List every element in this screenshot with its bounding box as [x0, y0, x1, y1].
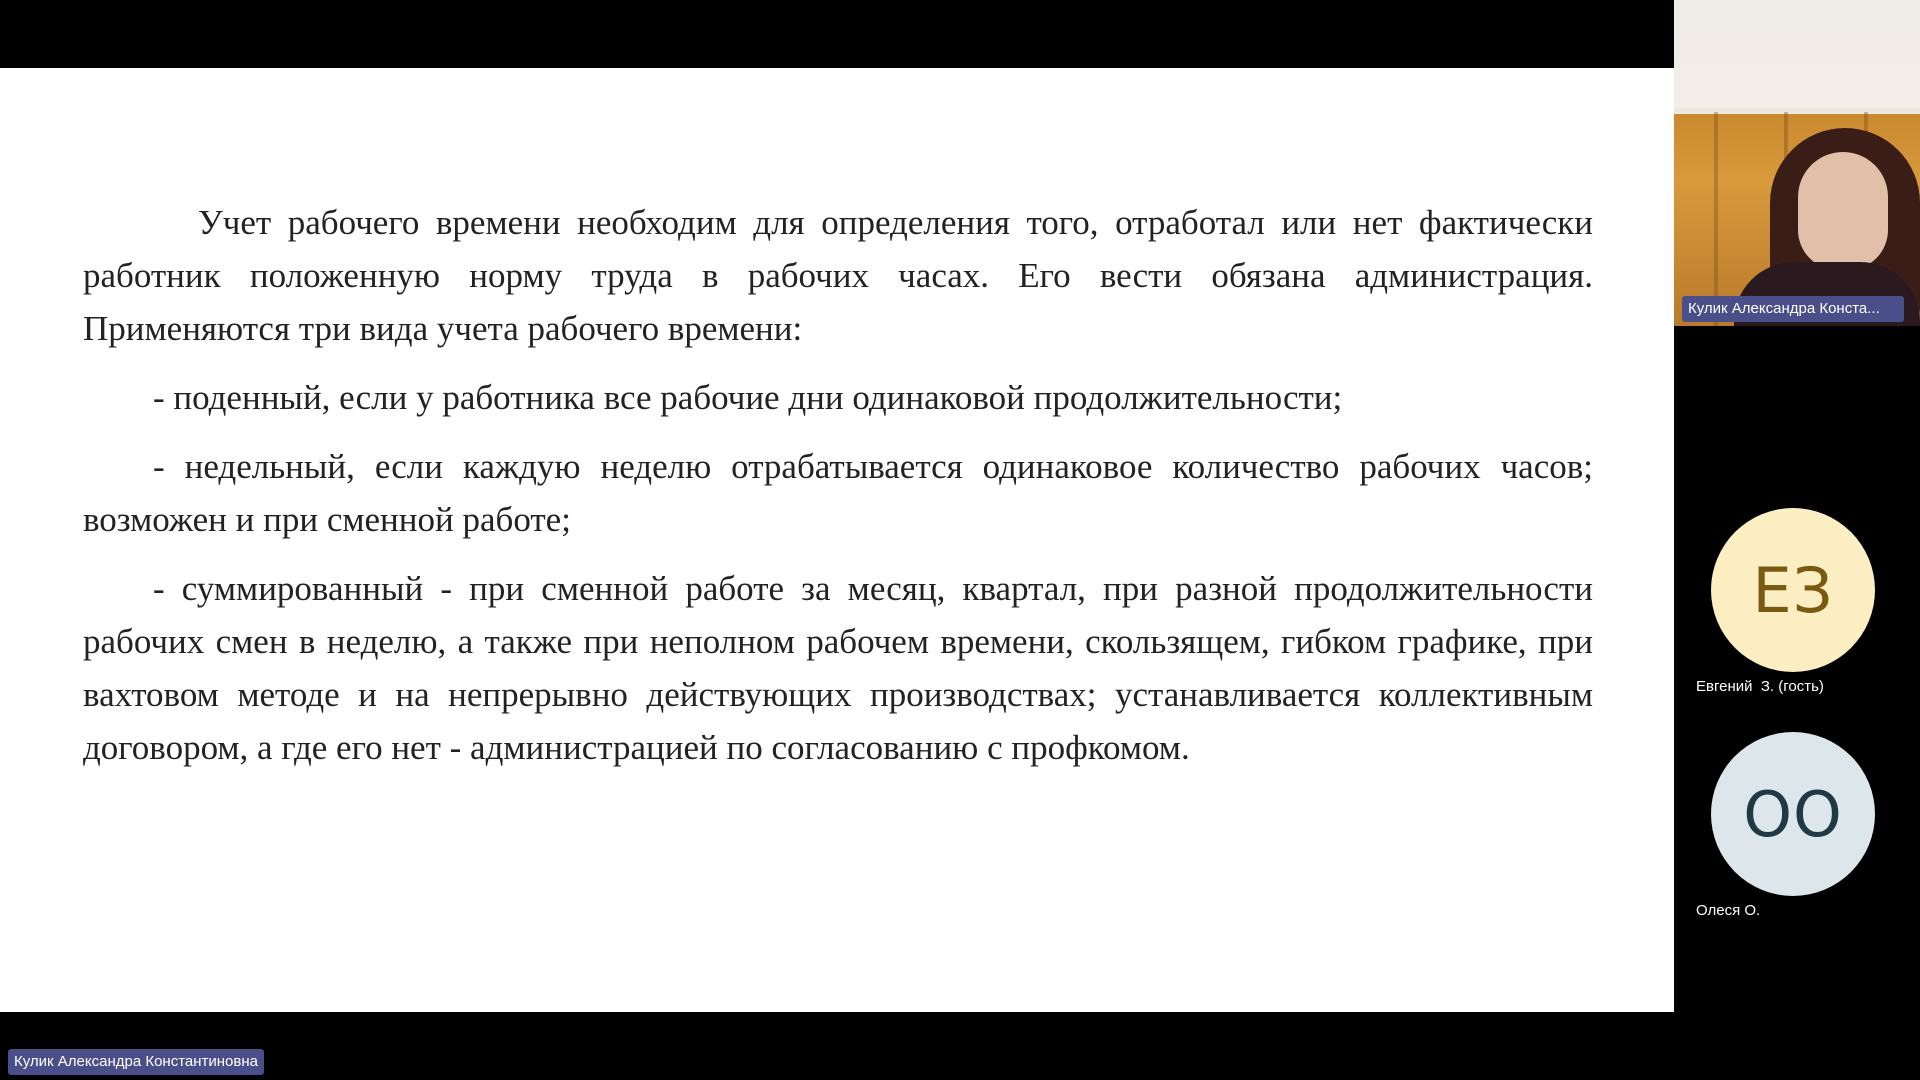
- slide-paragraph-summarized: - суммированный - при сменной работе за месяц, квартал, при разной продолжительности рабочих смен в неделю, а также при неполном рабочем времени, скользящем, гибком графике, при вахтовом методе и на непрерывно действующих производствах; устанавливается коллективным договором, а где его нет - администрацией по согласованию с профкомом.: [83, 569, 1593, 767]
- video-background: [1714, 112, 1718, 326]
- video-person-face: [1798, 152, 1888, 270]
- participant-name: Евгений З. (гость): [1696, 678, 1824, 695]
- presentation-slide: [0, 68, 1674, 1012]
- participant-avatar: ОО: [1711, 732, 1875, 896]
- participant-avatar: ЕЗ: [1711, 508, 1875, 672]
- slide-paragraph-weekly: - недельный, если каждую неделю отрабатывается одинаковое количество рабочих часов; возможен и при сменной работе;: [83, 447, 1593, 539]
- presenter-name-tag: Кулик Александра Константиновна: [8, 1049, 264, 1075]
- slide-paragraph-intro: Учет рабочего времени необходим для определения того, отработал или нет фактически работник положенную норму труда в рабочих часах. Его вести обязана администрация. Применяются три вида учета рабочего времени:: [83, 203, 1593, 348]
- slide-body: [83, 196, 1593, 774]
- video-background: [1674, 108, 1920, 114]
- participant-video-tile[interactable]: [1674, 0, 1920, 326]
- participants-sidebar: [1674, 0, 1920, 1080]
- video-tile-name-tag: Кулик Александра Конста...: [1682, 296, 1904, 322]
- participant-name: Олеся О.: [1696, 902, 1761, 919]
- slide-paragraph-daily: - поденный, если у работника все рабочие дни одинаковой продолжительности;: [153, 378, 1343, 417]
